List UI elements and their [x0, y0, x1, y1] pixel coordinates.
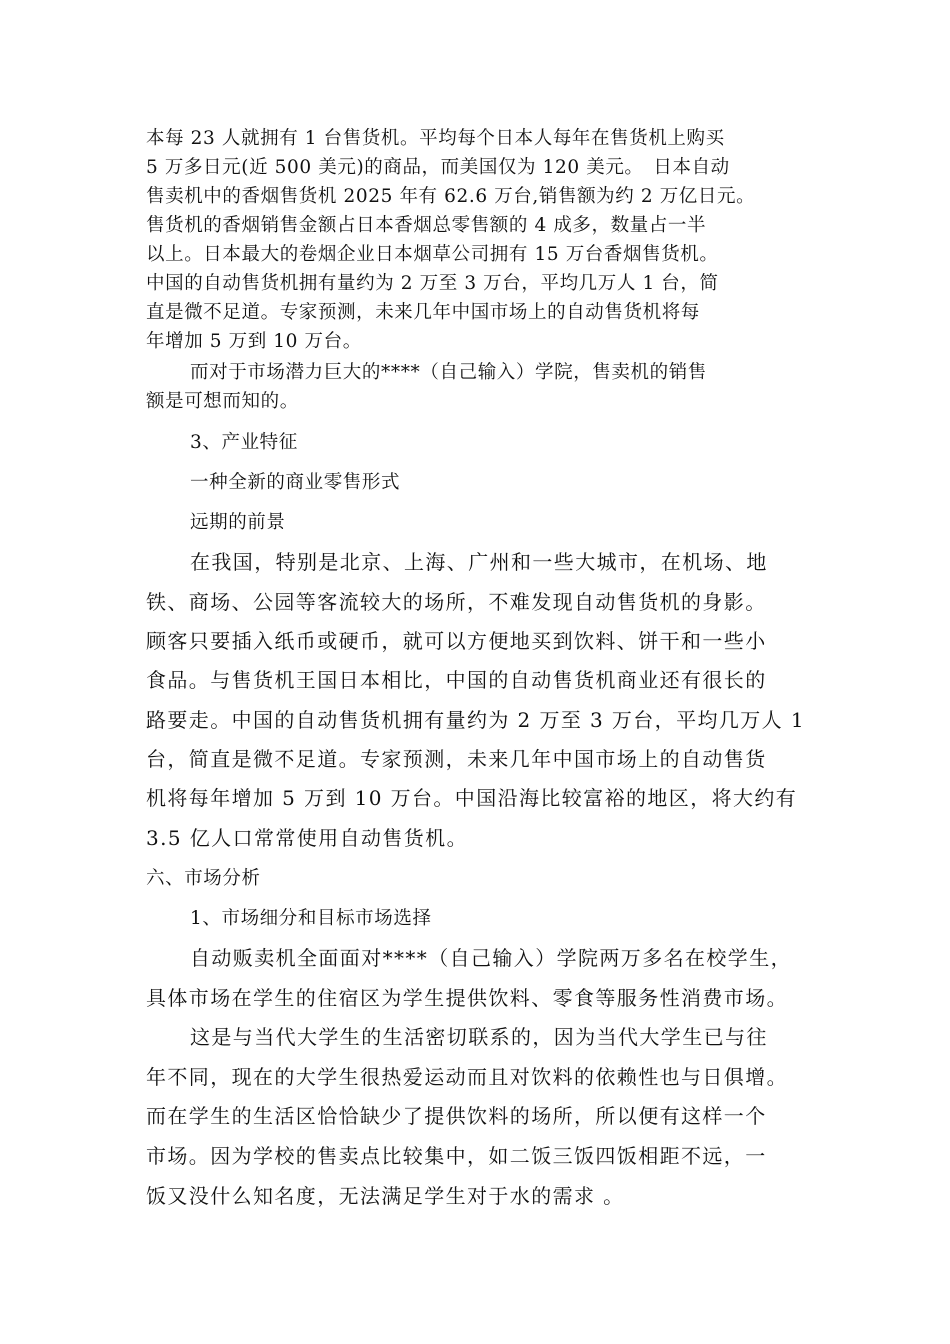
text-line: 铁、商场、公园等客流较大的场所，不难发现自动售货机的身影。 [146, 590, 767, 614]
text-line: 5 万多日元(近 500 美元)的商品，而美国仅为 120 美元。 日本自动 [146, 157, 730, 178]
text-line: 自动贩卖机全面面对****（自己输入）学院两万多名在校学生， [190, 946, 792, 970]
text-line: 额是可想而知的。 [146, 391, 299, 412]
text-line: 以上。日本最大的卷烟企业日本烟草公司拥有 15 万台香烟售货机。 [146, 244, 719, 265]
text-line: 食品。与售货机王国日本相比，中国的自动售货机商业还有很长的 [146, 668, 767, 692]
text-line: 具体市场在学生的住宿区为学生提供饮料、零食等服务性消费市场。 [146, 986, 788, 1010]
text-line: 在我国，特别是北京、上海、广州和一些大城市，在机场、地 [190, 550, 768, 574]
text-line: 这是与当代大学生的生活密切联系的，因为当代大学生已与往 [190, 1025, 768, 1049]
text-line: 台，简直是微不足道。专家预测，未来几年中国市场上的自动售货 [146, 747, 767, 771]
list-item: 一种全新的商业零售形式 [190, 472, 401, 493]
text-line: 售卖机中的香烟售货机 2025 年有 62.6 万台,销售额为约 2 万亿日元。 [146, 186, 756, 207]
text-line: 而在学生的生活区恰恰缺少了提供饮料的场所，所以便有这样一个 [146, 1104, 767, 1128]
text-line: 售货机的香烟销售金额占日本香烟总零售额的 4 成多，数量占一半 [146, 215, 707, 236]
text-line: 年增加 5 万到 10 万台。 [146, 331, 362, 352]
text-line: 市场。因为学校的售卖点比较集中，如二饭三饭四饭相距不远，一 [146, 1144, 767, 1168]
text-line: 机将每年增加 5 万到 10 万台。中国沿海比较富裕的地区，将大约有 [146, 786, 798, 810]
text-line: 年不同，现在的大学生很热爱运动而且对饮料的依赖性也与日俱增。 [146, 1065, 788, 1089]
text-line: 顾客只要插入纸币或硬币，就可以方便地买到饮料、饼干和一些小 [146, 629, 767, 653]
section-heading: 3、产业特征 [190, 432, 298, 453]
text-line: 直是微不足道。专家预测，未来几年中国市场上的自动售货机将每 [146, 302, 700, 323]
list-item: 远期的前景 [190, 512, 286, 533]
text-line: 而对于市场潜力巨大的****（自己输入）学院，售卖机的销售 [190, 362, 707, 383]
section-heading: 六、市场分析 [146, 868, 261, 889]
text-line: 中国的自动售货机拥有量约为 2 万至 3 万台，平均几万人 1 台，简 [146, 273, 719, 294]
text-line: 饭又没什么知名度，无法满足学生对于水的需求 。 [146, 1184, 625, 1208]
text-line: 本每 23 人就拥有 1 台售货机。平均每个日本人每年在售货机上购买 [146, 128, 725, 149]
subsection-heading: 1、市场细分和目标市场选择 [190, 908, 432, 929]
text-line: 3.5 亿人口常常使用自动售货机。 [146, 826, 468, 850]
text-line: 路要走。中国的自动售货机拥有量约为 2 万至 3 万台，平均几万人 1 [146, 708, 805, 732]
